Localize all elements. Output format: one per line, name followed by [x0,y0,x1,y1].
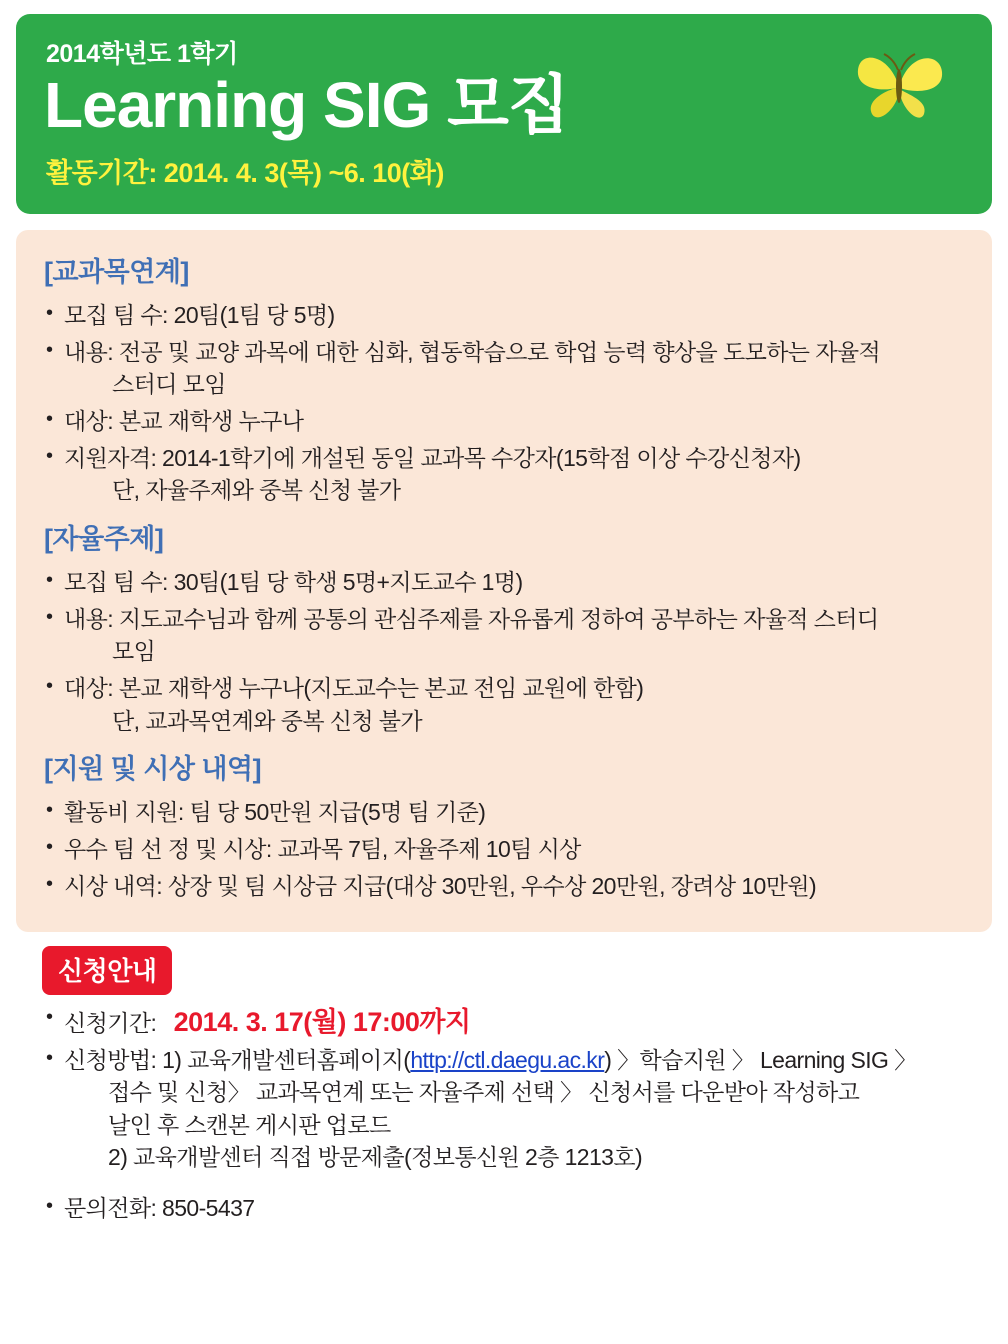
section-free-topic [42,517,966,737]
apply-period-item [42,1003,966,1041]
apply-method-line2: 접수 및 신청〉 교과목연계 또는 자율주제 선택 〉 신청서를 다운받아 작성하고 [108,1079,860,1106]
apply-method-line3: 날인 후 스캔본 게시판 업로드 [108,1111,391,1138]
list-item [42,299,966,332]
apply-method-line1-pre: 1) 교육개발센터홈페이지( [162,1046,411,1073]
list-item [42,833,966,866]
list-item [42,796,966,829]
apply-section [16,946,992,1225]
list-item [42,870,966,903]
list-item-text: 대상: 본교 재학생 누구나(지도교수는 본교 전임 교원에 한함) [64,674,644,701]
status-badge: 신청안내 [42,946,172,995]
header-period: 활동기간: 2014. 4. 3(목) ~6. 10(화) [46,158,444,189]
list-item-text: 모집 팀 수: 20팀(1팀 당 5명) [64,302,335,328]
section-heading: [자율주제] [44,523,164,554]
content-panel [16,230,992,932]
list-item [42,566,966,599]
section-list [42,299,966,507]
list-item [42,405,966,438]
list-item [42,442,966,507]
list-item-text: 활동비 지원: 팀 당 50만원 지급(5명 팀 기준) [64,799,486,826]
section-list [42,566,966,737]
section-heading: [지원 및 시상 내역] [44,754,262,785]
list-item-subtext: 스터디 모임 [112,371,226,398]
list-item-subtext: 단, 자율주제와 중복 신청 불가 [112,477,401,504]
ctl-homepage-link[interactable]: http://ctl.daegu.ac.kr [410,1046,605,1073]
apply-list [42,1003,966,1225]
apply-period-label: 신청기간: [64,1010,157,1037]
list-item-subtext: 모임 [112,638,156,665]
contact-phone: 문의전화: 850-5437 [64,1195,255,1222]
butterfly-icon [852,44,948,124]
list-item-text: 내용: 전공 및 교양 과목에 대한 심화, 협동학습으로 학업 능력 향상을 도모하는 자율적 [64,338,881,365]
apply-method-item [42,1044,966,1175]
list-item [42,336,966,401]
apply-method-line1-post: ) 〉학습지원 〉 Learning SIG 〉 [604,1046,917,1073]
section-course-linked [42,250,966,507]
list-item-text: 지원자격: 2014-1학기에 개설된 동일 교과목 수강자(15학점 이상 수강신청자) [64,444,801,471]
list-item-subtext: 단, 교과목연계와 중복 신청 불가 [112,707,422,734]
list-item-text: 내용: 지도교수님과 함께 공통의 관심주제를 자유롭게 정하여 공부하는 자율적 스터디 [64,605,879,632]
page-title: Learning SIG 모집 [44,69,569,141]
list-item-text: 모집 팀 수: 30팀(1팀 당 학생 5명+지도교수 1명) [64,568,523,595]
apply-method-label: 신청방법: [64,1046,157,1073]
poster-header [16,14,992,214]
list-item [42,603,966,668]
list-item-text: 대상: 본교 재학생 누구나 [64,407,304,434]
header-semester: 2014학년도 1학기 [46,40,238,68]
section-support-awards [42,747,966,902]
contact-phone-item [42,1192,966,1225]
section-heading: [교과목연계] [44,257,189,287]
list-item [42,672,966,737]
list-item-text: 시상 내역: 상장 및 팀 시상금 지급(대상 30만원, 우수상 20만원, 장려상 10만원) [64,872,817,899]
apply-deadline: 2014. 3. 17(월) 17:00까지 [173,1007,471,1038]
section-list [42,796,966,902]
apply-method-line4: 2) 교육개발센터 직접 방문제출(정보통신원 2층 1213호) [108,1144,643,1171]
list-item-text: 우수 팀 선 정 및 시상: 교과목 7팀, 자율주제 10팀 시상 [64,835,581,862]
